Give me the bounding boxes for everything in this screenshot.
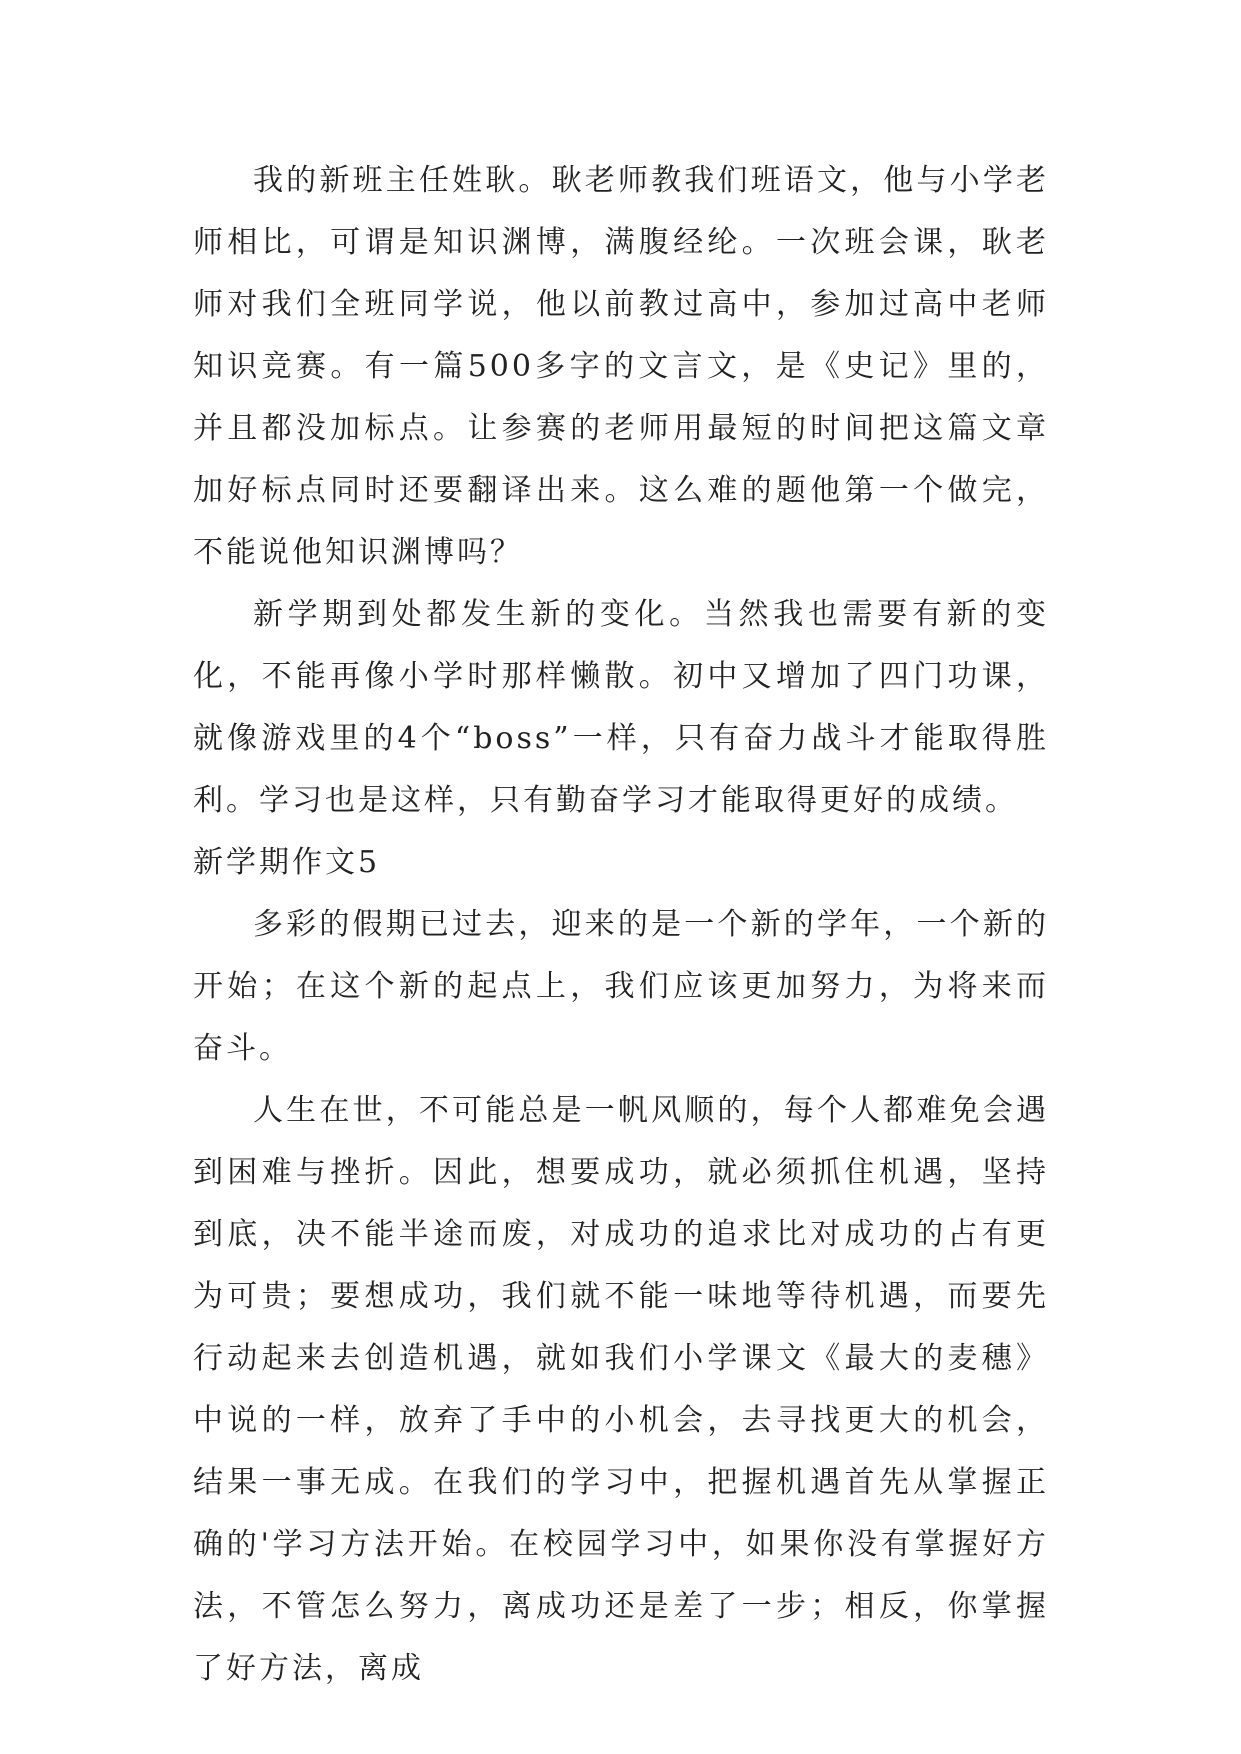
paragraph-new-changes: 新学期到处都发生新的变化。当然我也需要有新的变化，不能再像小学时那样懒散。初中又增加了四门功课，就像游戏里的4个“boss”一样，只有奋力战斗才能取得胜利。学习也是这样，只有勤奋学习才能取得更好的成绩。 xyxy=(193,597,1049,818)
paragraph-opportunity: 人生在世，不可能总是一帆风顺的，每个人都难免会遇到困难与挫折。因此，想要成功，就必须抓住机遇，坚持到底，决不能半途而废，对成功的追求比对成功的占有更为可贵；要想成功，我们就不能一味地等待机遇，而要先行动起来去创造机遇，就如我们小学课文《最大的麦穗》中说的一样，放弃了手中的小机会，去寻找更大的机会，结果一事无成。在我们的学习中，把握机遇首先从掌握正确的'学习方法开始。在校园学习中，如果你没有掌握好方法，不管怎么努力，离成功还是差了一步；相反，你掌握了好方法，离成 xyxy=(193,1093,1049,1686)
paragraph-teacher-geng: 我的新班主任姓耿。耿老师教我们班语文，他与小学老师相比，可谓是知识渊博，满腹经纶。一次班会课，耿老师对我们全班同学说，他以前教过高中，参加过高中老师知识竞赛。有一篇500多字的文言文，是《史记》里的，并且都没加标点。让参赛的老师用最短的时间把这篇文章加好标点同时还要翻译出来。这么难的题他第一个做完，不能说他知识渊博吗？ xyxy=(193,163,1049,570)
essay-heading: 新学期作文5 xyxy=(193,845,381,880)
document-body xyxy=(193,150,1049,1700)
paragraph-new-school-year: 多彩的假期已过去，迎来的是一个新的学年，一个新的开始；在这个新的起点上，我们应该更加努力，为将来而奋斗。 xyxy=(193,907,1049,1066)
